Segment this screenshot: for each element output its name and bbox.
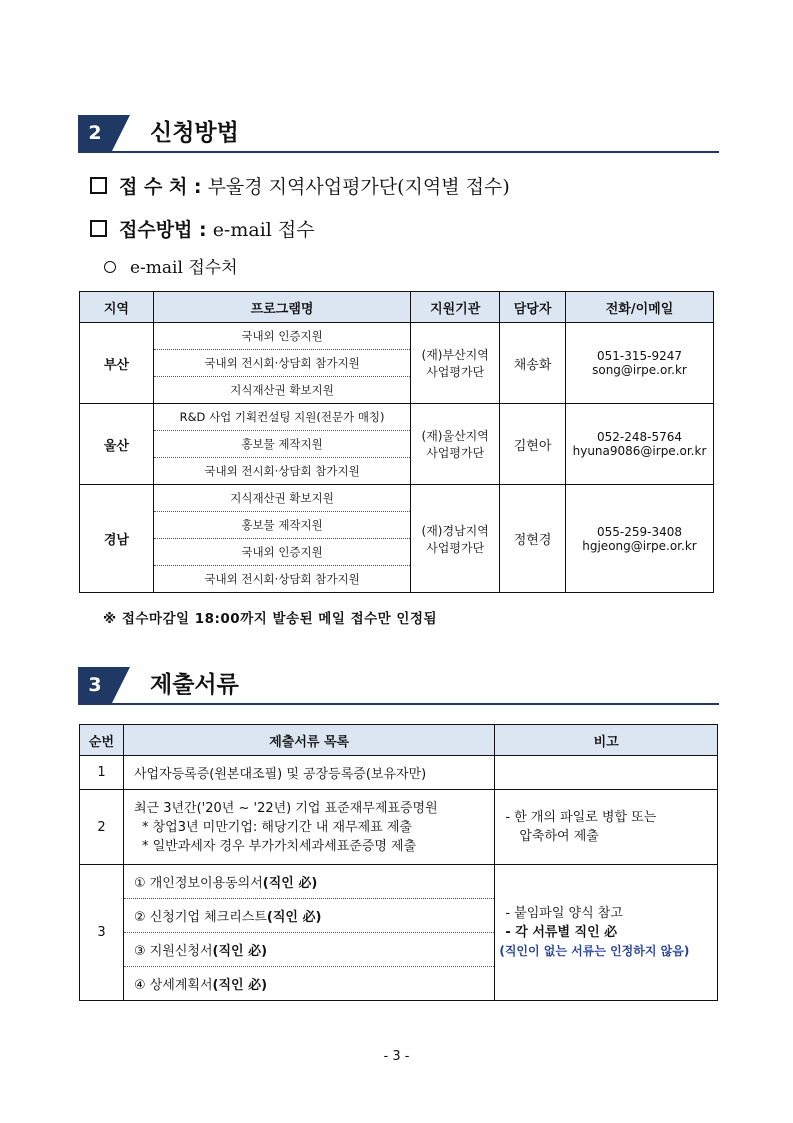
program-cell: 국내외 전시회·상담회 참가지원 bbox=[153, 566, 410, 593]
note-cell bbox=[495, 865, 718, 1001]
stamp-required: (직인 必) bbox=[212, 978, 268, 993]
program-cell: 홍보물 제작지원 bbox=[153, 431, 410, 458]
header-docs: 제출서류 목록 bbox=[123, 725, 494, 756]
phone: 051-315-9247 bbox=[596, 349, 682, 363]
item-name: 개인정보이용동의서 bbox=[149, 876, 263, 891]
header-agency: 지원기관 bbox=[411, 292, 500, 323]
section-2-header bbox=[78, 115, 719, 151]
section-divider bbox=[78, 703, 719, 705]
method-value: e-mail 접수 bbox=[212, 219, 315, 241]
program-cell: 지식재산권 확보지원 bbox=[153, 377, 410, 404]
region-cell: 울산 bbox=[80, 404, 154, 485]
documents-table bbox=[79, 724, 718, 1001]
section-number: 3 bbox=[78, 667, 112, 703]
program-cell: R&D 사업 기획컨설팅 지원(전문가 매칭) bbox=[153, 404, 410, 431]
stamp-required: (직인 必) bbox=[262, 876, 318, 891]
item-number: ② bbox=[133, 910, 146, 925]
stamp-required: (직인 必) bbox=[266, 910, 322, 925]
item-number: ③ bbox=[133, 944, 146, 959]
contact-cell bbox=[565, 323, 713, 404]
note-line: - 각 서류별 직인 必 bbox=[505, 925, 618, 940]
note-line: (직인이 없는 서류는 인정하지 않음) bbox=[499, 944, 690, 958]
note-line: - 한 개의 파일로 병합 또는 bbox=[505, 810, 657, 825]
note-line: - 붙임파일 양식 참고 bbox=[505, 906, 623, 921]
phone: 055-259-3408 bbox=[596, 524, 682, 539]
doc-item bbox=[123, 899, 494, 933]
item-name: 신청기업 체크리스트 bbox=[149, 910, 267, 925]
method-label: 접수방법 : bbox=[119, 219, 207, 241]
email-link[interactable]: song@irpe.or.kr bbox=[592, 363, 687, 377]
header-no: 순번 bbox=[80, 725, 124, 756]
header-contact: 전화/이메일 bbox=[565, 292, 713, 323]
header-note: 비고 bbox=[495, 725, 718, 756]
contact-table bbox=[79, 291, 714, 593]
header-program: 프로그램명 bbox=[153, 292, 410, 323]
method-line bbox=[90, 218, 315, 242]
manager-cell: 정현경 bbox=[500, 485, 566, 593]
manager-cell: 김현아 bbox=[500, 404, 566, 485]
doc-cell bbox=[123, 790, 494, 865]
doc-item bbox=[123, 967, 494, 1001]
square-bullet-icon bbox=[90, 177, 107, 194]
reception-label: 접 수 처 : bbox=[119, 176, 202, 198]
note-cell bbox=[495, 756, 718, 790]
program-cell: 홍보물 제작지원 bbox=[153, 512, 410, 539]
contact-cell bbox=[565, 404, 713, 485]
program-cell: 국내외 인증지원 bbox=[153, 323, 410, 350]
header-manager: 담당자 bbox=[500, 292, 566, 323]
item-number: ① bbox=[133, 876, 146, 891]
note-cell bbox=[495, 790, 718, 865]
section-divider bbox=[78, 151, 719, 153]
doc-cell: 사업자등록증(원본대조필) 및 공장등록증(보유자만) bbox=[123, 756, 494, 790]
item-name: 지원신청서 bbox=[149, 944, 213, 959]
section-3-header bbox=[78, 667, 719, 703]
row-number: 2 bbox=[80, 790, 124, 865]
email-link[interactable]: hgjeong@irpe.or.kr bbox=[582, 538, 697, 553]
program-cell: 지식재산권 확보지원 bbox=[153, 485, 410, 512]
doc-item bbox=[123, 865, 494, 899]
email-link[interactable]: hyuna9086@irpe.or.kr bbox=[572, 444, 707, 458]
email-heading-text: e-mail 접수처 bbox=[130, 258, 238, 278]
circle-bullet-icon bbox=[104, 261, 116, 273]
item-number: ④ bbox=[133, 978, 146, 993]
program-cell: 국내외 인증지원 bbox=[153, 539, 410, 566]
region-cell: 경남 bbox=[80, 485, 154, 593]
deadline-note: ※ 접수마감일 18:00까지 발송된 메일 접수만 인정됨 bbox=[103, 611, 438, 627]
note-line: 압축하여 제출 bbox=[519, 829, 599, 844]
phone: 052-248-5764 bbox=[596, 430, 682, 444]
agency-cell: (재)경남지역 사업평가단 bbox=[411, 485, 500, 593]
square-bullet-icon bbox=[90, 220, 107, 237]
row-number: 3 bbox=[80, 865, 124, 1001]
reception-line bbox=[90, 175, 510, 199]
section-title: 신청방법 bbox=[150, 120, 239, 146]
contact-cell bbox=[565, 485, 713, 593]
section-notch bbox=[112, 115, 130, 151]
reception-value: 부울경 지역사업평가단(지역별 접수) bbox=[207, 176, 510, 198]
program-cell: 국내외 전시회·상담회 참가지원 bbox=[153, 350, 410, 377]
section-notch bbox=[112, 667, 130, 703]
row-number: 1 bbox=[80, 756, 124, 790]
agency-cell: (재)부산지역 사업평가단 bbox=[411, 323, 500, 404]
doc-line: * 창업3년 미만기업: 해당기간 내 재무제표 제출 bbox=[141, 819, 412, 835]
doc-item bbox=[123, 933, 494, 967]
doc-line: * 일반과세자 경우 부가가치세과세표준증명 제출 bbox=[141, 838, 417, 854]
header-region: 지역 bbox=[80, 292, 154, 323]
stamp-required: (직인 必) bbox=[212, 944, 268, 959]
program-cell: 국내외 전시회·상담회 참가지원 bbox=[153, 458, 410, 485]
section-title: 제출서류 bbox=[150, 672, 239, 698]
doc-line: 최근 3년간('20년 ~ '22년) 기업 표준재무제표증명원 bbox=[133, 800, 438, 816]
manager-cell: 채송화 bbox=[500, 323, 566, 404]
page-number: - 3 - bbox=[383, 1049, 410, 1064]
email-heading bbox=[104, 257, 238, 279]
agency-cell: (재)울산지역 사업평가단 bbox=[411, 404, 500, 485]
section-number: 2 bbox=[78, 115, 112, 151]
item-name: 상세계획서 bbox=[149, 978, 213, 993]
region-cell: 부산 bbox=[80, 323, 154, 404]
